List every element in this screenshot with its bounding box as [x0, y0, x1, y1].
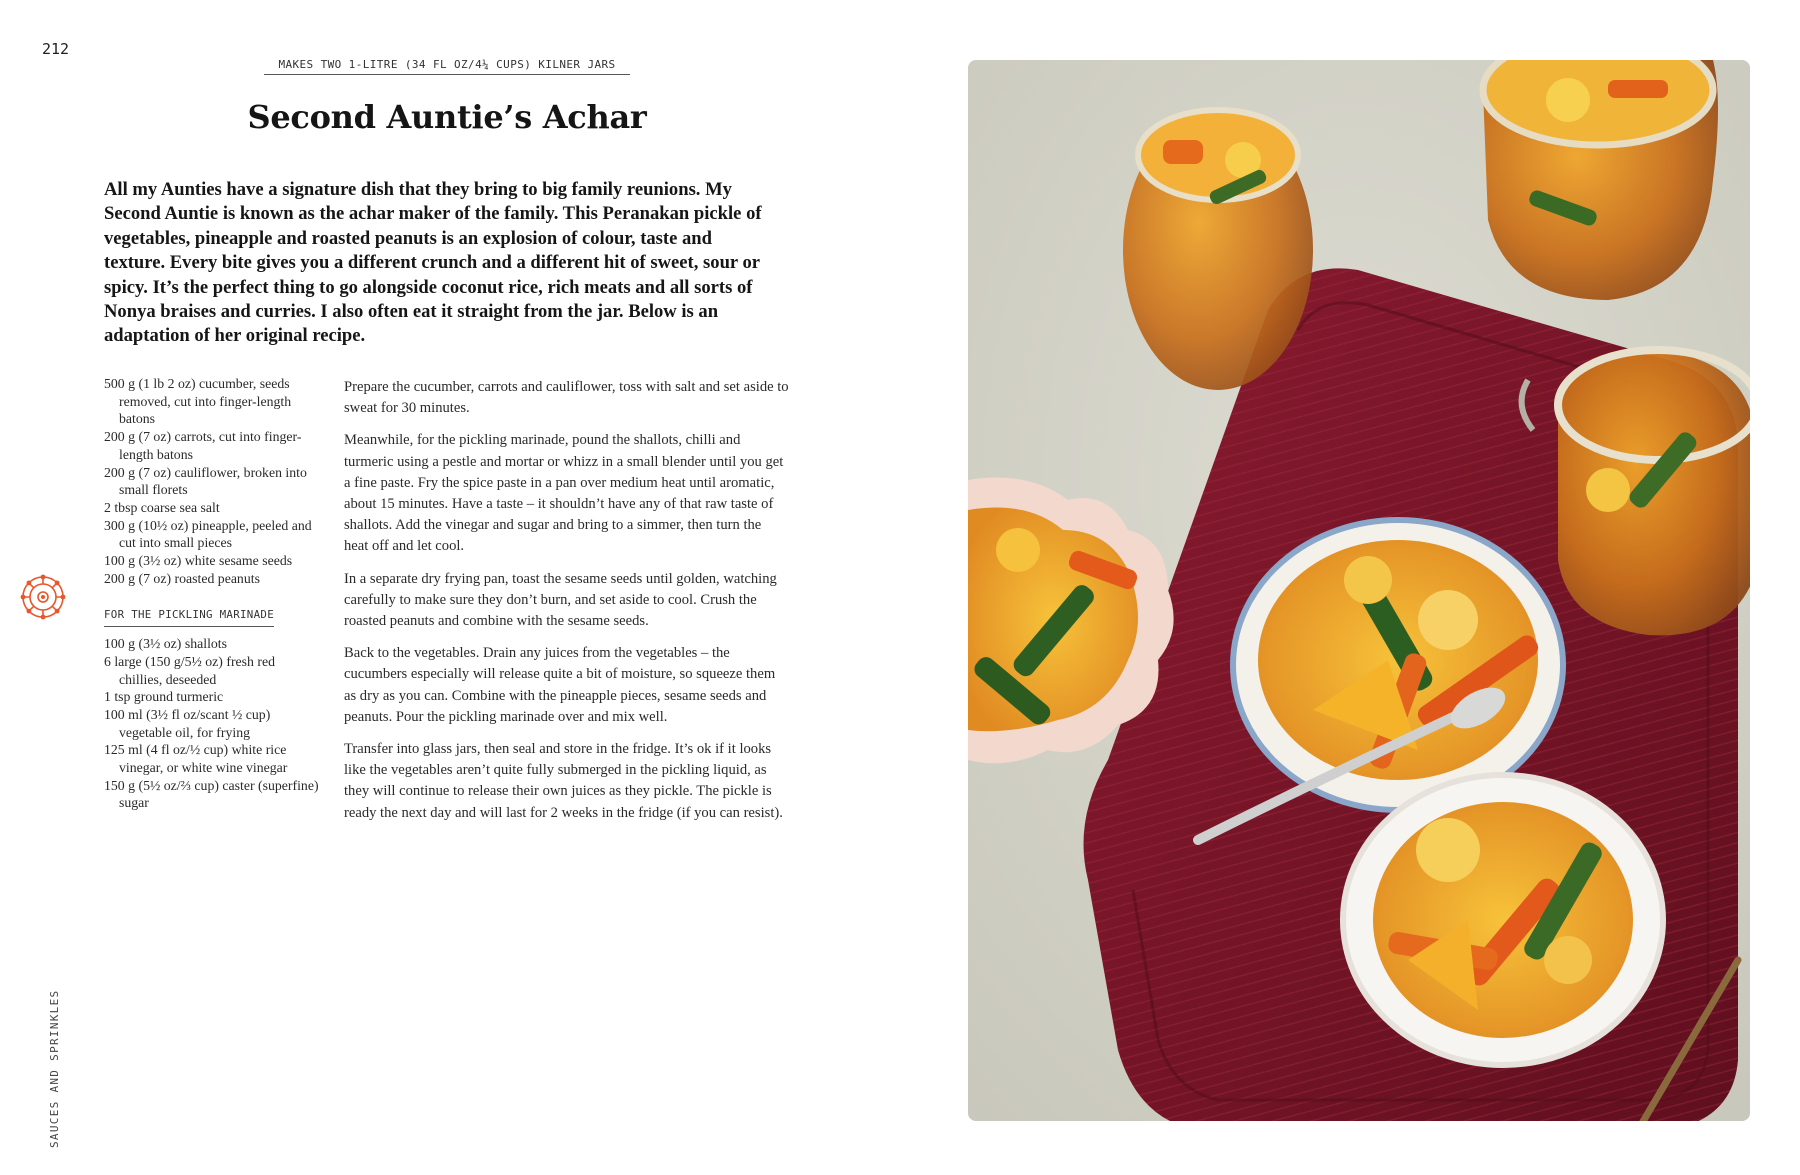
marinade-ingredient-item: 125 ml (4 fl oz/½ cup) white rice vinegar, or white wine vinegar [104, 742, 288, 776]
method-step: Transfer into glass jars, then seal and store in the fridge. It’s ok if it looks like the vegetables aren’t quite fully submerged in the pickling liquid, as they will continue to release their own juices as they pickle. The pickle is ready the next day and will last for 2 weeks in the fridge (if you can resist). [344, 741, 783, 821]
jar-top-left [1123, 110, 1313, 390]
marinade-ingredient-item: 100 ml (3½ fl oz/scant ½ cup) vegetable oil, for frying [104, 706, 271, 740]
ingredients-list [104, 375, 320, 587]
ingredient-item: 2 tbsp coarse sea salt [104, 499, 220, 515]
method-step: Meanwhile, for the pickling marinade, pound the shallots, chilli and turmeric using a pestle and mortar or whizz in a small blender until you get a fine paste. Fry the spice paste in a pan over medium heat until aromatic, about 15 minutes. Have a taste – it shouldn’t have any of that raw taste of shallots. Add the vinegar and sugar and bring to a simmer, then turn the heat off and let cool. [344, 432, 784, 555]
ingredients-column [104, 375, 320, 812]
ingredient-item: 200 g (7 oz) roasted peanuts [104, 570, 260, 586]
ingredient-item: 500 g (1 lb 2 oz) cucumber, seeds removed, cut into finger-length batons [104, 376, 292, 427]
ingredient-item: 300 g (10½ oz) pineapple, peeled and cut into small pieces [104, 517, 312, 551]
recipe-intro: All my Aunties have a signature dish that they bring to big family reunions. My Second Auntie is known as the achar maker of the family. This Peranakan pickle of vegetables, pineapple and roasted peanuts is an explosion of colour, taste and texture. Every bite gives you a different crunch and a different hit of sweet, sour or spicy. It’s the perfect thing to go alongside coconut rice, rich meats and all sorts of Nonya braises and curries. I also often eat it straight from the jar. Below is an adaptation of her original recipe. [104, 179, 762, 347]
page-number: 212 [42, 40, 70, 58]
method-step: Prepare the cucumber, carrots and cauliflower, toss with salt and set aside to sweat for 30 minutes. [344, 379, 789, 417]
method-column [344, 377, 789, 835]
marinade-heading: FOR THE PICKLING MARINADE [104, 606, 274, 627]
method-step: Back to the vegetables. Drain any juices from the vegetables – the cucumbers especially will release quite a bit of moisture, so squeeze them as dry as you can. Combine with the pineapple pieces, sesame seeds and peanuts. Pour the pickling marinade over and mix well. [344, 645, 776, 725]
flower-icon [20, 574, 66, 620]
achar-photo [968, 60, 1750, 1121]
white-ramekin [1343, 775, 1663, 1065]
makes-note: MAKES TWO 1-LITRE (34 FL OZ/4¼ CUPS) KILNER JARS [264, 58, 630, 75]
marinade-ingredient-item: 6 large (150 g/5½ oz) fresh red chillies, deseeded [104, 653, 275, 687]
marinade-ingredients-list [104, 635, 320, 812]
ingredient-item: 100 g (3½ oz) white sesame seeds [104, 553, 293, 569]
marinade-ingredient-item: 1 tsp ground turmeric [104, 689, 224, 705]
section-label: SAUCES AND SPRINKLES [48, 989, 61, 1148]
ingredient-item: 200 g (7 oz) carrots, cut into finger-length batons [104, 429, 302, 462]
recipe-title: Second Auntie’s Achar [247, 98, 647, 136]
marinade-ingredient-item: 100 g (3½ oz) shallots [104, 636, 228, 652]
ingredient-item: 200 g (7 oz) cauliflower, broken into small florets [104, 464, 307, 498]
method-step: In a separate dry frying pan, toast the sesame seeds until golden, watching carefully to make sure they don’t burn, and set aside to cool. Crush the roasted peanuts and combine with the sesame seeds. [344, 570, 777, 630]
marinade-ingredient-item: 150 g (5½ oz/⅔ cup) caster (superfine) sugar [104, 777, 319, 811]
